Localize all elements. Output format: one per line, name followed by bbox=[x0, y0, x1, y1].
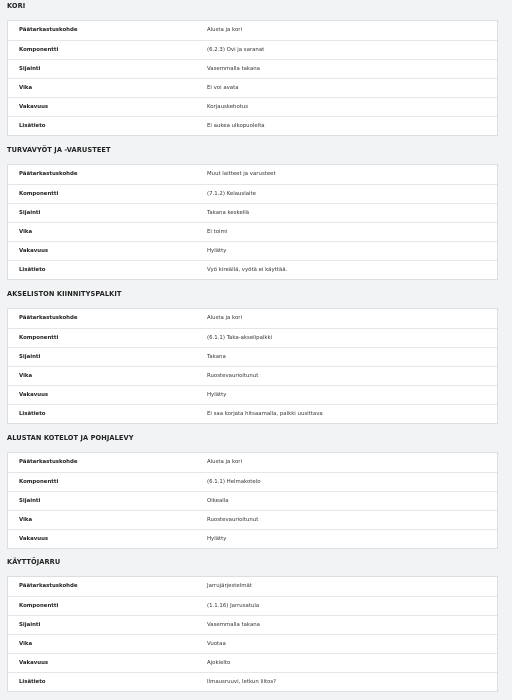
row-label: Sijainti bbox=[19, 354, 41, 360]
row-label: Komponentti bbox=[19, 479, 59, 485]
row-value: Jarrujärjestelmät bbox=[207, 583, 252, 589]
row-label: Sijainti bbox=[19, 66, 41, 72]
row-value: Vasemmalla takana bbox=[207, 66, 260, 72]
row-value: Ei saa korjata hitsaamalla, palkki uusittava bbox=[207, 411, 323, 417]
row-value: Hylätty bbox=[207, 536, 227, 542]
section-table bbox=[7, 452, 498, 549]
row-value: Vyö kireällä, vyötä ei käyttää. bbox=[207, 267, 288, 273]
row-value: Ruostevaurioitunut bbox=[207, 373, 259, 379]
row-label: Sijainti bbox=[19, 622, 41, 628]
row-value: Takana bbox=[207, 354, 226, 360]
table-row bbox=[8, 596, 497, 615]
row-label: Komponentti bbox=[19, 603, 59, 609]
table-row bbox=[8, 510, 497, 529]
row-label: Vakavuus bbox=[19, 104, 49, 110]
row-label: Vika bbox=[19, 641, 33, 647]
row-label: Komponentti bbox=[19, 191, 59, 197]
section-table bbox=[7, 20, 498, 136]
table-row bbox=[8, 404, 497, 423]
row-value: Ruostevaurioitunut bbox=[207, 517, 259, 523]
section-title: AKSELISTON KIINNITYSPALKIT bbox=[7, 290, 122, 298]
row-label: Vika bbox=[19, 85, 33, 91]
row-label: Komponentti bbox=[19, 335, 59, 341]
table-row bbox=[8, 21, 497, 40]
row-value: Ajokielto bbox=[207, 660, 231, 666]
table-row bbox=[8, 59, 497, 78]
table-row bbox=[8, 634, 497, 653]
row-value: (1.1.16) Jarrusatula bbox=[207, 603, 260, 609]
table-row bbox=[8, 385, 497, 404]
row-label: Lisätieto bbox=[19, 679, 46, 685]
row-label: Päätarkastuskohde bbox=[19, 171, 78, 177]
row-label: Vika bbox=[19, 373, 33, 379]
row-value: Vasemmalla takana bbox=[207, 622, 260, 628]
row-value: Alusta ja kori bbox=[207, 459, 242, 465]
table-row bbox=[8, 260, 497, 279]
row-value: Hylätty bbox=[207, 248, 227, 254]
section-title: KORI bbox=[7, 2, 26, 10]
table-row bbox=[8, 529, 497, 548]
table-row bbox=[8, 615, 497, 634]
row-label: Sijainti bbox=[19, 498, 41, 504]
row-value: Oikealla bbox=[207, 498, 229, 504]
row-value: Ei voi avata bbox=[207, 85, 239, 91]
table-row bbox=[8, 672, 497, 691]
table-row bbox=[8, 40, 497, 59]
row-label: Sijainti bbox=[19, 210, 41, 216]
table-row bbox=[8, 222, 497, 241]
row-label: Vakavuus bbox=[19, 536, 49, 542]
row-label: Komponentti bbox=[19, 47, 59, 53]
row-value: (6.1.1) Helmakotelo bbox=[207, 479, 261, 485]
row-label: Vakavuus bbox=[19, 392, 49, 398]
table-row bbox=[8, 453, 497, 472]
table-row bbox=[8, 577, 497, 596]
table-row bbox=[8, 203, 497, 222]
row-value: (7.1.2) Kelauslaite bbox=[207, 191, 256, 197]
table-row bbox=[8, 184, 497, 203]
table-row bbox=[8, 97, 497, 116]
row-label: Päätarkastuskohde bbox=[19, 583, 78, 589]
row-label: Vakavuus bbox=[19, 248, 49, 254]
row-value: Alusta ja kori bbox=[207, 27, 242, 33]
table-row bbox=[8, 78, 497, 97]
row-label: Vika bbox=[19, 229, 33, 235]
table-row bbox=[8, 328, 497, 347]
section-table bbox=[7, 164, 498, 280]
table-row bbox=[8, 491, 497, 510]
row-label: Päätarkastuskohde bbox=[19, 315, 78, 321]
row-value: Vuotaa bbox=[207, 641, 226, 647]
row-value: (6.1.1) Taka-akselipalkki bbox=[207, 335, 273, 341]
row-value: Alusta ja kori bbox=[207, 315, 242, 321]
table-row bbox=[8, 165, 497, 184]
row-label: Lisätieto bbox=[19, 267, 46, 273]
table-row bbox=[8, 653, 497, 672]
section-title: ALUSTAN KOTELOT JA POHJALEVY bbox=[7, 434, 134, 442]
row-value: Muut laitteet ja varusteet bbox=[207, 171, 276, 177]
row-label: Vika bbox=[19, 517, 33, 523]
row-value: Takana keskellä bbox=[207, 210, 250, 216]
row-label: Päätarkastuskohde bbox=[19, 459, 78, 465]
table-row bbox=[8, 309, 497, 328]
row-value: Ei toimi bbox=[207, 229, 228, 235]
section-title: TURVAVYÖT JA -VARUSTEET bbox=[7, 146, 111, 154]
table-row bbox=[8, 116, 497, 135]
row-label: Päätarkastuskohde bbox=[19, 27, 78, 33]
table-row bbox=[8, 347, 497, 366]
table-row bbox=[8, 241, 497, 260]
table-row bbox=[8, 472, 497, 491]
table-row bbox=[8, 366, 497, 385]
section-table bbox=[7, 576, 498, 692]
row-value: Ei aukea ulkopuolelta bbox=[207, 123, 265, 129]
row-label: Vakavuus bbox=[19, 660, 49, 666]
row-value: Korjauskehotus bbox=[207, 104, 249, 110]
section-table bbox=[7, 308, 498, 424]
row-value: Ilmausruuvi, letkun liitos? bbox=[207, 679, 277, 685]
row-value: (6.2.3) Ovi ja saranat bbox=[207, 47, 265, 53]
row-value: Hylätty bbox=[207, 392, 227, 398]
row-label: Lisätieto bbox=[19, 123, 46, 129]
row-label: Lisätieto bbox=[19, 411, 46, 417]
section-title: KÄYTTÖJARRU bbox=[7, 558, 61, 566]
